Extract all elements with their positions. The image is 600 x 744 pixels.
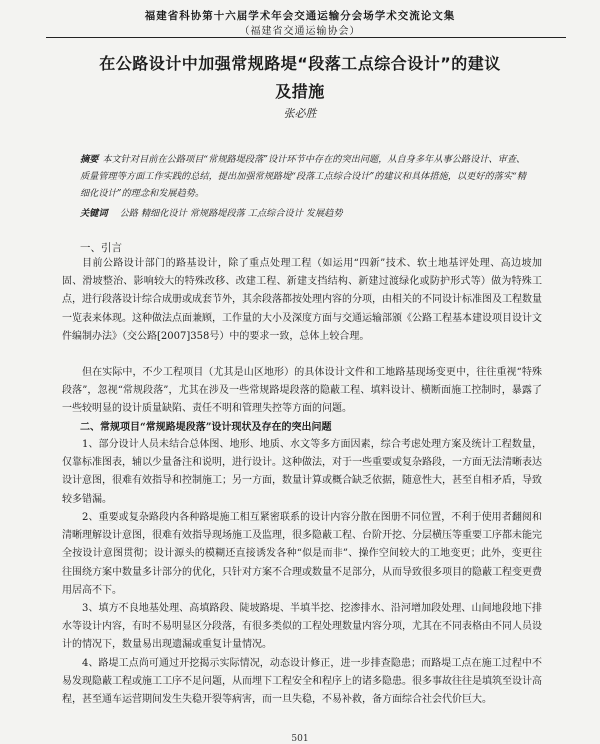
page-number: 501 — [291, 734, 309, 744]
abstract-text: 本文针对目前在公路项目“常规路堤段落”设计环节中存在的突出问题，从自身多年从事公路设计、审查、质量管理等方面工作实践的总结，提出加强常规路堤“段落工点综合设计”的建议和具体措施，以更好的落实“精细化设计”的理念和发展趋势。 — [80, 154, 526, 199]
proceedings-subheader: （福建省交通运输协会） — [239, 26, 361, 37]
paragraph: 1、部分设计人员未结合总体图、地形、地质、水文等多方面因素，综合考虑处理方案及统计工程数量，仅靠标准图表，辅以少量备注和说明，进行设计。这种做法，对于一些重要或复杂路段，一方面无法清晰表达设计意图，很难有效指导和控制施工；另一方面，数量计算或概合缺乏依据，随意性大，甚至自相矛盾，导致较多错漏。 — [62, 439, 542, 505]
paragraph: 3、填方不良地基处理、高填路段、陡坡路堤、半填半挖、挖渗排水、沿河增加段处理、山间地段地下排水等设计内容，有时不易明显区分段落，有很多类似的工程处理数量内容分项，尤其在不同表格由不同人员设计的情况下，数量易出现遗漏或重复计量情况。 — [62, 603, 542, 651]
proceedings-header: 福建省科协第十六届学术年会交通运输分会场学术交流论文集 — [144, 10, 456, 22]
paper-title-line2: 及措施 — [275, 82, 325, 101]
author: 张必胜 — [283, 107, 317, 120]
paragraph: 2、重要或复杂路段内各种路堤施工相互紧密联系的设计内容分散在图册不同位置，不利于使用者翻阅和清晰理解设计意图，很难有效指导现场施工及监理，很多隐蔽工程、台阶开挖、分层横压等重要工序都未能完全按设计意图贯彻；设计源头的模糊还直接诱发各种“似是而非”、操作空间较大的工地变更；此外，变更往往围绕方案中数量多计部分的优化，只针对方案不合理或数量不足部分，从而导致很多项目的隐蔽工程变更费用居高不下。 — [62, 512, 542, 596]
header-rule — [46, 37, 566, 38]
paragraph: 目前公路设计部门的路基设计，除了重点处理工程（如运用“四新”技术、软土地基评处理、高边坡加固、滑坡整治、影响较大的特殊改移、改建工程、新建支挡结构、新建过渡绿化或防护形式等）做为特殊工点，进行段落设计综合成册或成套节外，其余段落都按处理内容的分项，由相关的不同设计标准图及工程数量一览表来体现。这种做法点面兼顾，工作量的大小及深度方面与交通运输部颁《公路工程基本建设项目设计文件编制办法》（交公路[2007]358号）中的要求一致，总体上较合理。 — [62, 258, 542, 342]
paragraph: 但在实际中，不少工程项目（尤其是山区地形）的具体设计文件和工地路基现场变更中，往往重视“特殊段落”，忽视“常规段落”，尤其在涉及一些常规路堤段落的隐蔽工程、填料设计、横断面施工控制时，暴露了一些较明显的设计质量缺陷、责任不明和管理失控等方面的问题。 — [62, 367, 542, 415]
keywords — [80, 205, 530, 219]
section-heading-problems: 二、常规项目“常规路堤段落”设计现状及存在的突出问题 — [80, 422, 332, 433]
paper-title-line1: 在公路设计中加强常规路堤“段落工点综合设计”的建议 — [99, 54, 501, 73]
paragraph: 4、路堤工点尚可通过开挖揭示实际情况，动态设计修正，进一步排查隐患；而路堤工点在施工过程中不易发现隐蔽工程或施工工序不足问题，从而埋下工程安全和程序上的诸多隐患。很多事故往往是填筑至设计高程，甚至通车运营期间发生失稳开裂等病害，而一旦失稳，不易补救，备方面综合社会代价巨大。 — [62, 658, 542, 706]
abstract-label: 摘要 — [80, 154, 99, 165]
keywords-label: 关键词 — [80, 208, 108, 219]
keywords-text: 公路 精细化设计 常规路堤段落 工点综合设计 发展趋势 — [119, 208, 343, 219]
abstract — [80, 151, 530, 202]
section-heading-intro: 一、引言 — [80, 242, 122, 254]
